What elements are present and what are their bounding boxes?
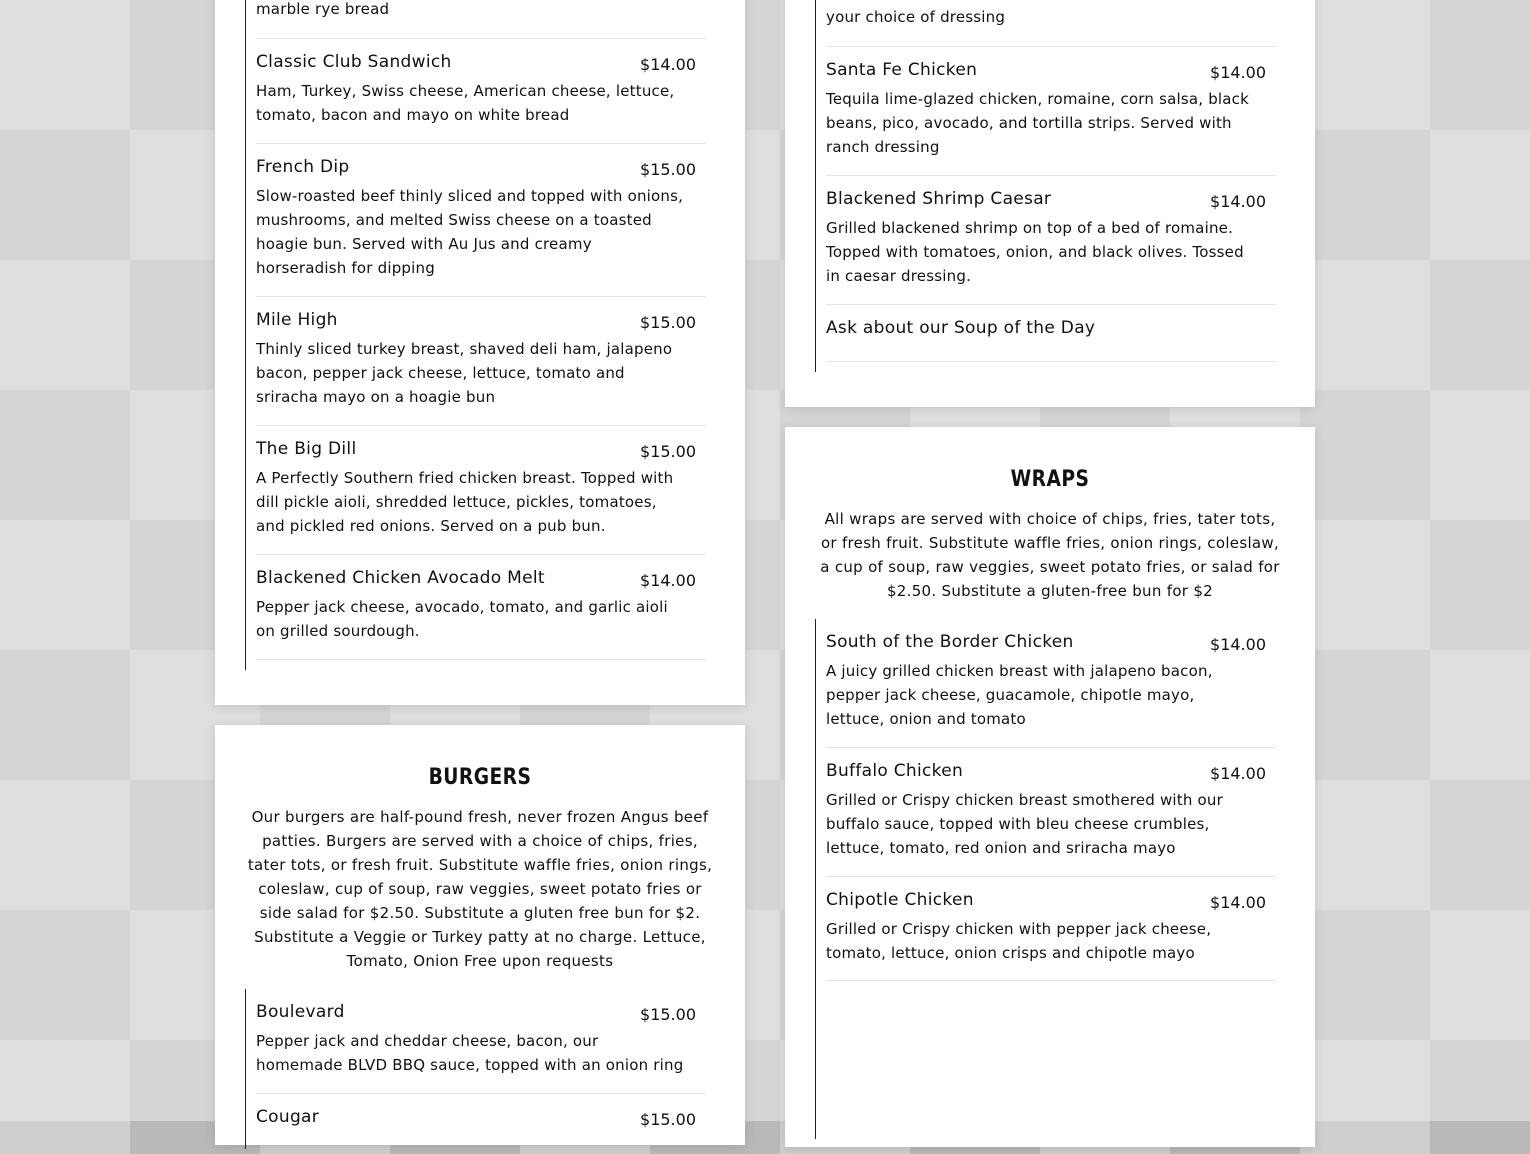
list-item bbox=[826, 0, 1276, 47]
sandwiches-card bbox=[215, 0, 745, 705]
item-description: Grilled blackened shrimp on top of a bed of romaine. Topped with tomatoes, onion, and black olives. Tossed in caesar dressing. bbox=[826, 219, 1244, 285]
item-price: $15.00 bbox=[640, 1110, 696, 1129]
salads-card bbox=[785, 0, 1315, 407]
menu-item-french-dip[interactable] bbox=[256, 144, 706, 297]
menu-item-blackened-shrimp-caesar[interactable] bbox=[826, 176, 1276, 305]
item-name: Mile High bbox=[256, 310, 338, 330]
menu-item-cougar[interactable] bbox=[256, 1094, 706, 1154]
menu-item-buffalo-chicken[interactable] bbox=[826, 748, 1276, 877]
section-title: WRAPS bbox=[1010, 467, 1090, 492]
item-price: $15.00 bbox=[640, 1005, 696, 1024]
item-description: Grilled or Crispy chicken with pepper jack cheese, tomato, lettuce, onion crisps and chipotle mayo bbox=[826, 920, 1212, 962]
item-name: The Big Dill bbox=[256, 439, 357, 459]
item-name: Ask about our Soup of the Day bbox=[826, 318, 1096, 338]
item-description: marble rye bread bbox=[256, 0, 390, 18]
menu-item-mile-high[interactable] bbox=[256, 297, 706, 426]
salads-item-list bbox=[815, 0, 1276, 372]
item-price: $15.00 bbox=[640, 313, 696, 332]
item-name: Blackened Chicken Avocado Melt bbox=[256, 568, 545, 588]
section-intro: All wraps are served with choice of chips, fries, tater tots, or fresh fruit. Substitute waffle fries, onion rings, coleslaw, a cup of soup, raw veggies, sweet potato fries, or salad for $2.50. Substitute a gluten-free bun for $2 bbox=[820, 510, 1280, 600]
menu-item-blackened-chicken-avocado-melt[interactable] bbox=[256, 555, 706, 660]
item-name: French Dip bbox=[256, 157, 350, 177]
item-price: $14.00 bbox=[640, 571, 696, 590]
item-name: Boulevard bbox=[256, 1002, 345, 1022]
menu-item-chipotle-chicken[interactable] bbox=[826, 877, 1276, 981]
wraps-card bbox=[785, 427, 1315, 1147]
menu-item-classic-club[interactable] bbox=[256, 39, 706, 144]
menu-item-soup-of-the-day[interactable] bbox=[826, 305, 1276, 362]
list-item bbox=[256, 0, 706, 39]
item-price: $15.00 bbox=[640, 442, 696, 461]
item-description: A juicy grilled chicken breast with jalapeno bacon, pepper jack cheese, guacamole, chipotle mayo, lettuce, onion and tomato bbox=[826, 662, 1213, 728]
item-description: Slow-roasted beef thinly sliced and topped with onions, mushrooms, and melted Swiss cheese on a toasted hoagie bun. Served with Au Jus and creamy horseradish for dipping bbox=[256, 187, 684, 277]
item-description: your choice of dressing bbox=[826, 8, 1006, 26]
item-description: Pepper jack and cheddar cheese, bacon, our homemade BLVD BBQ sauce, topped with an onion ring bbox=[256, 1032, 684, 1074]
item-price: $14.00 bbox=[640, 55, 696, 74]
item-price: $15.00 bbox=[640, 160, 696, 179]
item-price: $14.00 bbox=[1210, 192, 1266, 211]
item-description: Thinly sliced turkey breast, shaved deli ham, jalapeno bacon, pepper jack cheese, lettuce, tomato and sriracha mayo on a hoagie bun bbox=[256, 340, 673, 406]
item-price: $14.00 bbox=[1210, 635, 1266, 654]
item-price: $14.00 bbox=[1210, 893, 1266, 912]
menu-item-boulevard[interactable] bbox=[256, 989, 706, 1094]
item-name: Buffalo Chicken bbox=[826, 761, 964, 781]
wraps-item-list bbox=[815, 619, 1276, 1139]
item-description: Tequila lime-glazed chicken, romaine, corn salsa, black beans, pico, avocado, and tortilla strips. Served with ranch dressing bbox=[826, 90, 1250, 156]
menu-item-big-dill[interactable] bbox=[256, 426, 706, 555]
item-description: Pepper jack cheese, avocado, tomato, and garlic aioli on grilled sourdough. bbox=[256, 598, 668, 640]
item-name: Blackened Shrimp Caesar bbox=[826, 189, 1052, 209]
item-name: Classic Club Sandwich bbox=[256, 52, 452, 72]
item-description: Grilled or Crispy chicken breast smothered with our buffalo sauce, topped with bleu cheese crumbles, lettuce, tomato, red onion and sriracha mayo bbox=[826, 791, 1223, 857]
item-price: $14.00 bbox=[1210, 764, 1266, 783]
sandwiches-item-list bbox=[245, 0, 706, 670]
section-title: BURGERS bbox=[428, 765, 532, 790]
item-name: Chipotle Chicken bbox=[826, 890, 974, 910]
item-name: Cougar bbox=[256, 1107, 320, 1127]
burgers-item-list bbox=[245, 989, 706, 1149]
menu-item-south-of-the-border-chicken[interactable] bbox=[826, 619, 1276, 748]
item-name: South of the Border Chicken bbox=[826, 632, 1074, 652]
burgers-card bbox=[215, 725, 745, 1145]
item-description: A Perfectly Southern fried chicken breast. Topped with dill pickle aioli, shredded lettuce, pickles, tomatoes, and pickled red onions. Served on a pub bun. bbox=[256, 469, 674, 535]
item-name: Santa Fe Chicken bbox=[826, 60, 978, 80]
menu-item-santa-fe-chicken[interactable] bbox=[826, 47, 1276, 176]
item-description: Ham, Turkey, Swiss cheese, American cheese, lettuce, tomato, bacon and mayo on white bread bbox=[256, 82, 675, 124]
section-intro: Our burgers are half-pound fresh, never frozen Angus beef patties. Burgers are served with a choice of chips, fries, tater tots, or fresh fruit. Substitute waffle fries, onion rings, coleslaw, cup of soup, raw veggies, sweet potato fries or side salad for $2.50. Substitute a gluten free bun for $2. Substitute a Veggie or Turkey patty at no charge. Lettuce, Tomato, Onion Free upon requests bbox=[247, 808, 713, 970]
item-price: $14.00 bbox=[1210, 63, 1266, 82]
